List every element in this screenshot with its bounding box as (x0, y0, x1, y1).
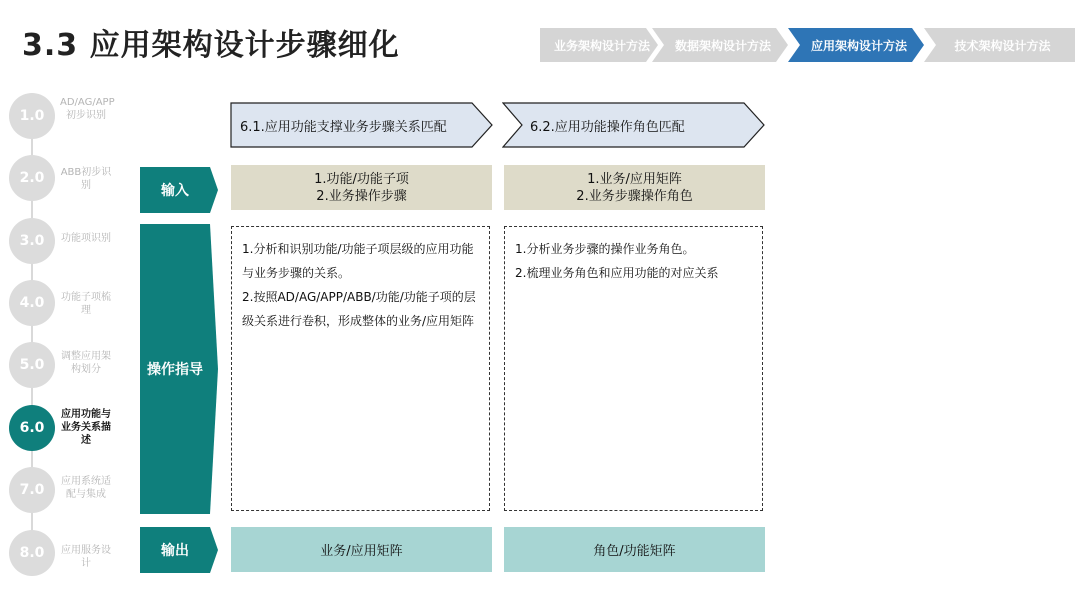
row-label-guide (140, 224, 218, 514)
output-box-6-2: 角色/功能矩阵 (504, 527, 765, 572)
step-label-7: 应用系统适配与集成 (61, 476, 111, 500)
step-label-8: 应用服务设计 (61, 545, 111, 569)
breadcrumb-item-business[interactable] (540, 28, 658, 62)
step-circle-8[interactable]: 8.0 (9, 530, 55, 576)
phase-header-6-2 (502, 102, 766, 148)
breadcrumb-label: 业务架构设计方法 (553, 38, 650, 53)
step-circle-4[interactable]: 4.0 (9, 280, 55, 326)
row-label-input (140, 167, 218, 213)
breadcrumb-label: 数据架构设计方法 (674, 38, 771, 53)
step-circle-7[interactable]: 7.0 (9, 467, 55, 513)
step-label-1: AD/AG/APP初步识别 (60, 97, 115, 121)
input-item: 2.业务操作步骤 (316, 188, 407, 204)
phase-title: 6.2.应用功能操作角色匹配 (530, 119, 685, 135)
phase-title: 6.1.应用功能支撑业务步骤关系匹配 (240, 119, 447, 135)
breadcrumb-label: 技术架构设计方法 (954, 38, 1051, 53)
input-box-6-1 (231, 165, 492, 210)
phase-header-6-1 (230, 102, 494, 148)
guide-item: 1.分析业务步骤的操作业务角色。 (515, 242, 695, 256)
breadcrumb-item-application[interactable] (788, 28, 924, 62)
step-label-2: ABB初步识别 (60, 167, 112, 191)
guide-item: 2.按照AD/AG/APP/ABB/功能/功能子项的层级关系进行卷积，形成整体的业务/应用矩阵 (242, 290, 476, 328)
guide-item: 1.分析和识别功能/功能子项层级的应用功能与业务步骤的关系。 (242, 242, 474, 280)
output-box-6-1: 业务/应用矩阵 (231, 527, 492, 572)
breadcrumb-item-data[interactable] (652, 28, 788, 62)
page-title: 3.3 应用架构设计步骤细化 (22, 28, 400, 63)
row-label-text: 操作指导 (147, 362, 203, 378)
step-label-6: 应用功能与业务关系描述 (61, 409, 111, 446)
row-label-output (140, 527, 218, 573)
step-circle-5[interactable]: 5.0 (9, 342, 55, 388)
step-label-4: 功能子项梳理 (61, 292, 111, 316)
step-circle-1[interactable]: 1.0 (9, 93, 55, 139)
breadcrumb (540, 28, 1075, 62)
step-circle-6[interactable]: 6.0 (9, 405, 55, 451)
guide-box-6-1 (231, 226, 490, 511)
guide-box-6-2 (504, 226, 763, 511)
guide-item: 2.梳理业务角色和应用功能的对应关系 (515, 266, 719, 280)
breadcrumb-item-technology[interactable] (924, 28, 1075, 62)
input-item: 1.功能/功能子项 (314, 171, 409, 187)
input-item: 2.业务步骤操作角色 (576, 188, 693, 204)
step-circle-3[interactable]: 3.0 (9, 218, 55, 264)
breadcrumb-label: 应用架构设计方法 (810, 38, 907, 53)
step-label-5: 调整应用架构划分 (61, 351, 111, 375)
step-circle-2[interactable]: 2.0 (9, 155, 55, 201)
input-box-6-2 (504, 165, 765, 210)
row-label-text: 输入 (161, 183, 189, 199)
row-label-text: 输出 (161, 543, 189, 559)
step-label-3: 功能项识别 (61, 233, 111, 244)
input-item: 1.业务/应用矩阵 (587, 171, 682, 187)
